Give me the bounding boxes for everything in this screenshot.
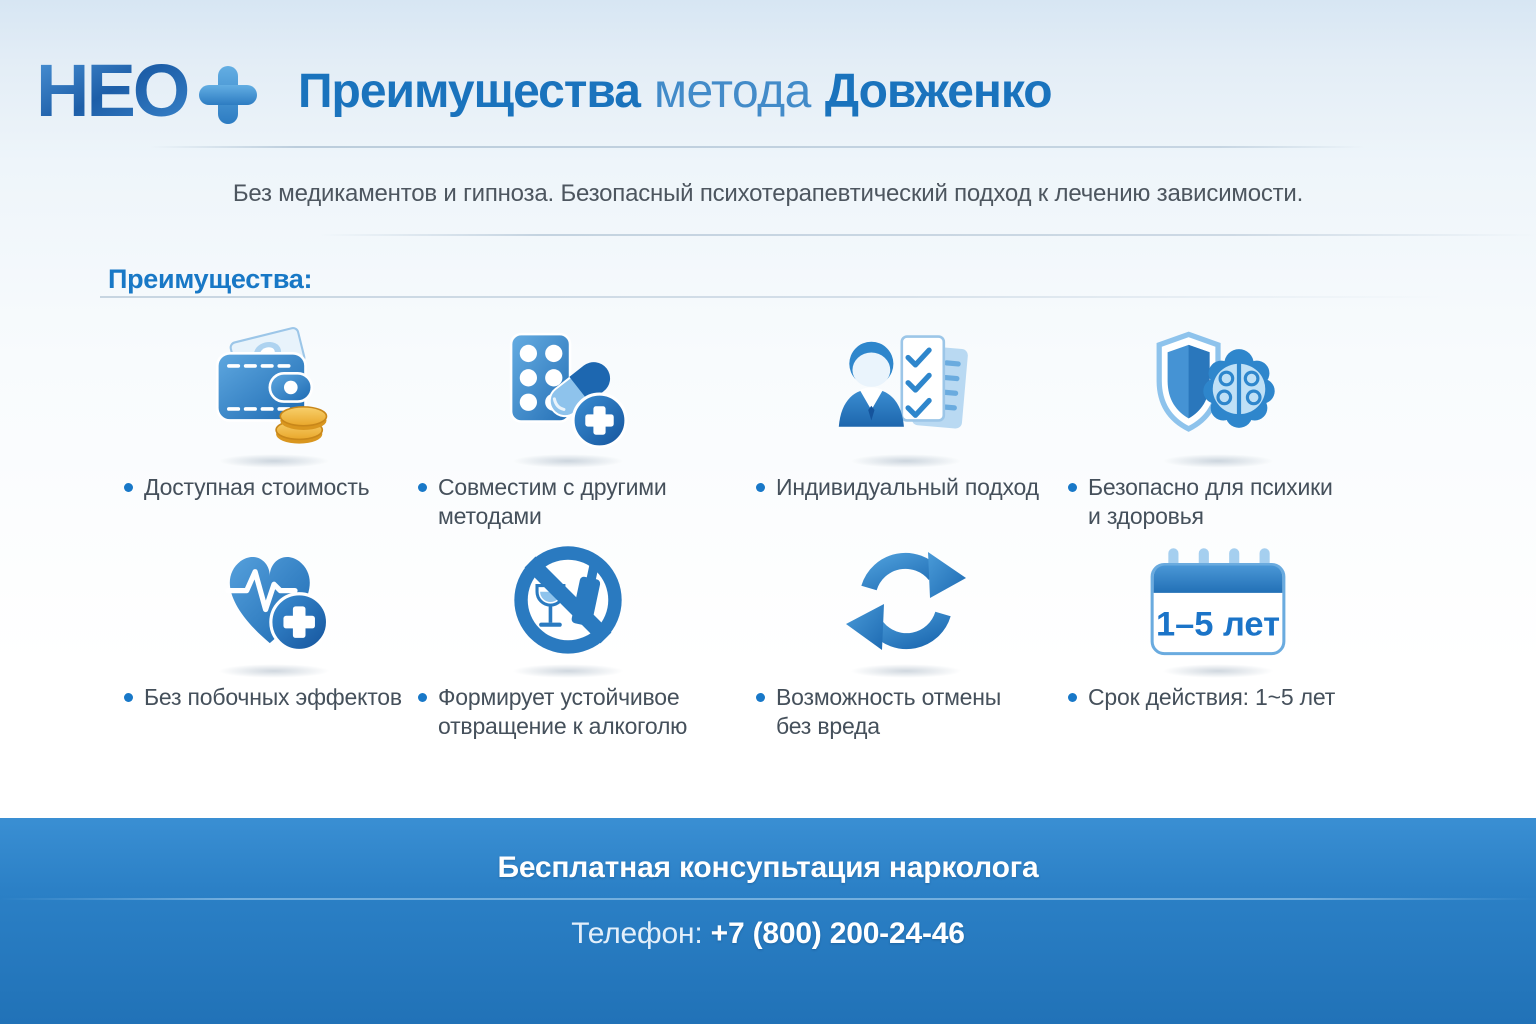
- benefit-bullet: [756, 693, 765, 702]
- footer-phone-line: [0, 917, 1536, 951]
- icon-shadow: [512, 664, 624, 678]
- benefit-text-2: и здоровья: [1088, 503, 1204, 529]
- logo-text: НЕО: [36, 49, 188, 132]
- calendar-1-5-years-icon: [1068, 528, 1368, 662]
- benefit-bullet: [418, 693, 427, 702]
- neo-plus-logo-graphic: [36, 48, 272, 140]
- title-lead: Преимущества: [298, 65, 640, 118]
- benefit-item: [418, 318, 718, 531]
- benefit-bullet: [1068, 483, 1077, 492]
- title-tail: Довженко: [824, 65, 1052, 118]
- icon-shadow: [218, 454, 330, 468]
- benefit-bullet: [418, 483, 427, 492]
- benefit-text: Безопасно для психики: [1088, 474, 1333, 500]
- benefit-item: [1068, 318, 1368, 531]
- benefit-text: Совместим с другими методами: [438, 474, 667, 529]
- page-title: [298, 64, 1052, 119]
- header-divider: [150, 146, 1365, 148]
- benefit-text: Срок действия: 1~5 лет: [1088, 684, 1336, 710]
- benefit-text: Доступная стоимость: [144, 474, 370, 500]
- benefit-label: [124, 683, 424, 712]
- sync-arrows-icon: [756, 528, 1056, 662]
- section-heading: Преимущества:: [108, 264, 313, 294]
- benefit-item: [756, 528, 1056, 741]
- benefit-bullet: [1068, 693, 1077, 702]
- title-mid: метода: [653, 65, 811, 118]
- benefit-bullet: [124, 693, 133, 702]
- footer-title: Бесплатная консупьтация нарколога: [497, 851, 1039, 884]
- footer-bar: [0, 818, 1536, 1024]
- calendar-badge-text: 1–5 лет: [1155, 605, 1281, 644]
- icon-shadow: [218, 664, 330, 678]
- phone-number[interactable]: +7 (800) 200-24-46: [710, 917, 965, 950]
- wallet-coins-icon: [124, 318, 424, 452]
- benefit-item: [756, 318, 1056, 502]
- neo-plus-logo: [36, 48, 272, 145]
- benefit-text-2: отвращение к алкоголю: [438, 713, 688, 739]
- benefit-text-2: без вреда: [776, 713, 880, 739]
- benefit-bullet: [124, 483, 133, 492]
- section-underline: [100, 296, 1445, 298]
- benefit-item: [124, 528, 424, 712]
- phone-label: Телефон:: [571, 917, 703, 950]
- benefit-label: [1068, 473, 1368, 531]
- benefit-item: [1068, 528, 1368, 712]
- logo-plus-icon: [199, 66, 257, 124]
- benefit-text: Без побочных эффектов: [144, 684, 402, 710]
- benefit-text: Формирует устойчивое: [438, 684, 680, 710]
- benefit-label: [418, 683, 718, 741]
- benefit-bullet: [756, 483, 765, 492]
- person-checklist-icon: [756, 318, 1056, 452]
- heart-pulse-cross-icon: [124, 528, 424, 662]
- benefit-item: [418, 528, 718, 741]
- icon-shadow: [850, 454, 962, 468]
- subtitle: Без медикаментов и гипноза. Безопасный психотерапевтический подход к лечению зависимости.: [232, 180, 1304, 207]
- footer-divider: [0, 898, 1536, 900]
- subtitle-divider: [320, 234, 1536, 236]
- no-alcohol-icon: [418, 528, 718, 662]
- benefit-label: [756, 683, 1056, 741]
- benefit-label: [756, 473, 1056, 502]
- pills-capsule-icon: [418, 318, 718, 452]
- benefit-label: [1068, 683, 1368, 712]
- benefit-label: [418, 473, 718, 531]
- benefit-label: [124, 473, 424, 502]
- benefit-text: Возможность отмены: [776, 684, 1002, 710]
- benefit-text: Индивидуальный подход: [776, 474, 1039, 500]
- icon-shadow: [850, 664, 962, 678]
- benefit-item: [124, 318, 424, 502]
- icon-shadow: [1162, 454, 1274, 468]
- shield-brain-icon: [1068, 318, 1368, 452]
- icon-shadow: [1162, 664, 1274, 678]
- icon-shadow: [512, 454, 624, 468]
